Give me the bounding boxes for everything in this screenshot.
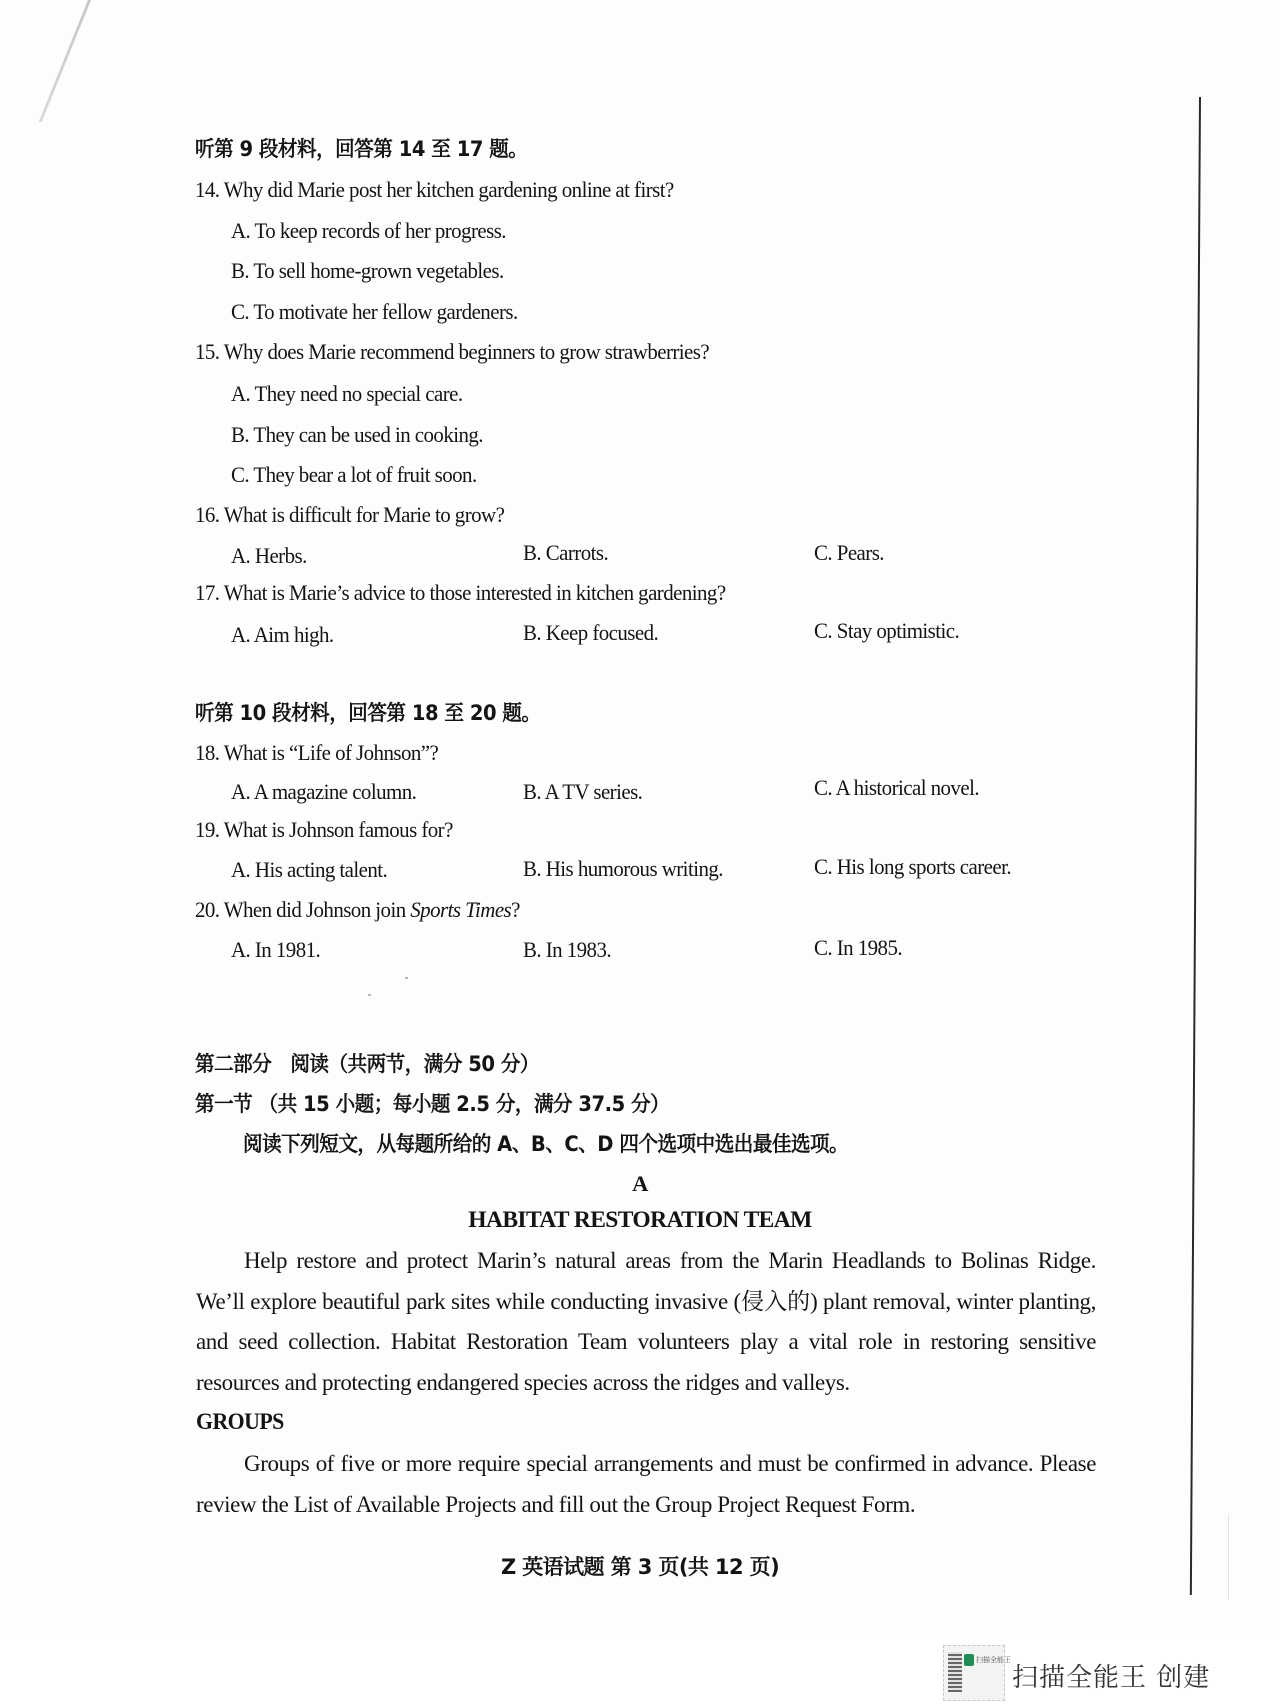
reading-part-heading: 第二部分 阅读（共两节，满分 50 分） [195,1052,539,1076]
question-14-option-b: B. To sell home-grown vegetables. [231,258,504,283]
passage-letter: A [632,1171,648,1196]
section-10-heading: 听第 10 段材料，回答第 18 至 20 题。 [195,701,541,725]
watermark-logo-text: 扫描全能王 [976,1656,1011,1664]
scan-speck [368,994,371,996]
question-19-option-b: B. His humorous writing. [523,856,723,881]
scanner-watermark-text: 扫描全能王 创建 [1012,1663,1211,1693]
question-20-stem [195,899,520,922]
question-15-option-a: A. They need no special care. [231,381,463,406]
question-18-option-a: A. A magazine column. [231,779,417,804]
question-15-stem: 15. Why does Marie recommend beginners to grow strawberries? [195,339,710,364]
question-17-option-c: C. Stay optimistic. [814,618,960,643]
question-19-option-c: C. His long sports career. [814,854,1012,879]
question-14-option-c: C. To motivate her fellow gardeners. [231,299,518,324]
question-15-option-c: C. They bear a lot of fruit soon. [231,462,477,487]
question-14-option-a: A. To keep records of her progress. [231,218,506,243]
question-15-option-b: B. They can be used in cooking. [231,422,483,447]
cs-app-icon [964,1654,974,1666]
scan-speck [405,977,408,979]
passage-title: HABITAT RESTORATION TEAM [468,1207,812,1233]
question-17-option-a: A. Aim high. [231,622,334,647]
question-20-stem-suffix: ? [511,897,520,922]
section-9-heading: 听第 9 段材料，回答第 14 至 17 题。 [195,137,528,161]
question-20-option-a: A. In 1981. [231,937,321,962]
question-17-stem: 17. What is Marie’s advice to those interested in kitchen gardening? [195,580,726,605]
passage-intro-paragraph: Help restore and protect Marin’s natural areas from the Marin Headlands to Bolinas Ridge. We’ll explore beautiful park sites while conducting invasive (侵入的) plant removal, winter planting, and seed collection. Habitat Restoration Team volunteers play a vital role in restoring sensitive resources and protecting endangered species across the ridges and valleys. [196,1248,1096,1395]
question-16-option-a: A. Herbs. [231,543,307,568]
reading-instruction: 阅读下列短文，从每题所给的 A、B、C、D 四个选项中选出最佳选项。 [243,1132,849,1156]
question-18-option-c: C. A historical novel. [814,775,980,800]
page-footer: Z 英语试题 第 3 页(共 12 页) [500,1555,780,1579]
groups-paragraph: Groups of five or more require special arrangements and must be confirmed in advance. Please review the List of Available Projects and fill out the Group Project Request Form. [196,1451,1096,1517]
question-20-italic-title: Sports Times [410,897,512,922]
question-17-option-b: B. Keep focused. [523,620,659,645]
question-19-option-a: A. His acting talent. [231,857,388,882]
question-16-option-b: B. Carrots. [523,540,609,565]
reading-section-heading: 第一节 （共 15 小题；每小题 2.5 分，满分 37.5 分） [195,1092,670,1116]
question-20-stem-prefix: 20. When did Johnson join [195,897,411,922]
scanner-watermark-logo [943,1645,1011,1701]
groups-heading: GROUPS [196,1409,284,1435]
question-18-stem: 18. What is “Life of Johnson”? [195,740,439,765]
question-20-option-b: B. In 1983. [523,937,612,962]
question-19-stem: 19. What is Johnson famous for? [195,817,453,842]
qr-code-icon [948,1652,962,1692]
question-16-option-c: C. Pears. [814,540,884,565]
question-16-stem: 16. What is difficult for Marie to grow? [195,502,505,527]
question-18-option-b: B. A TV series. [523,779,643,804]
question-14-stem: 14. Why did Marie post her kitchen gardening online at first? [195,177,674,202]
question-20-option-c: C. In 1985. [814,935,903,960]
